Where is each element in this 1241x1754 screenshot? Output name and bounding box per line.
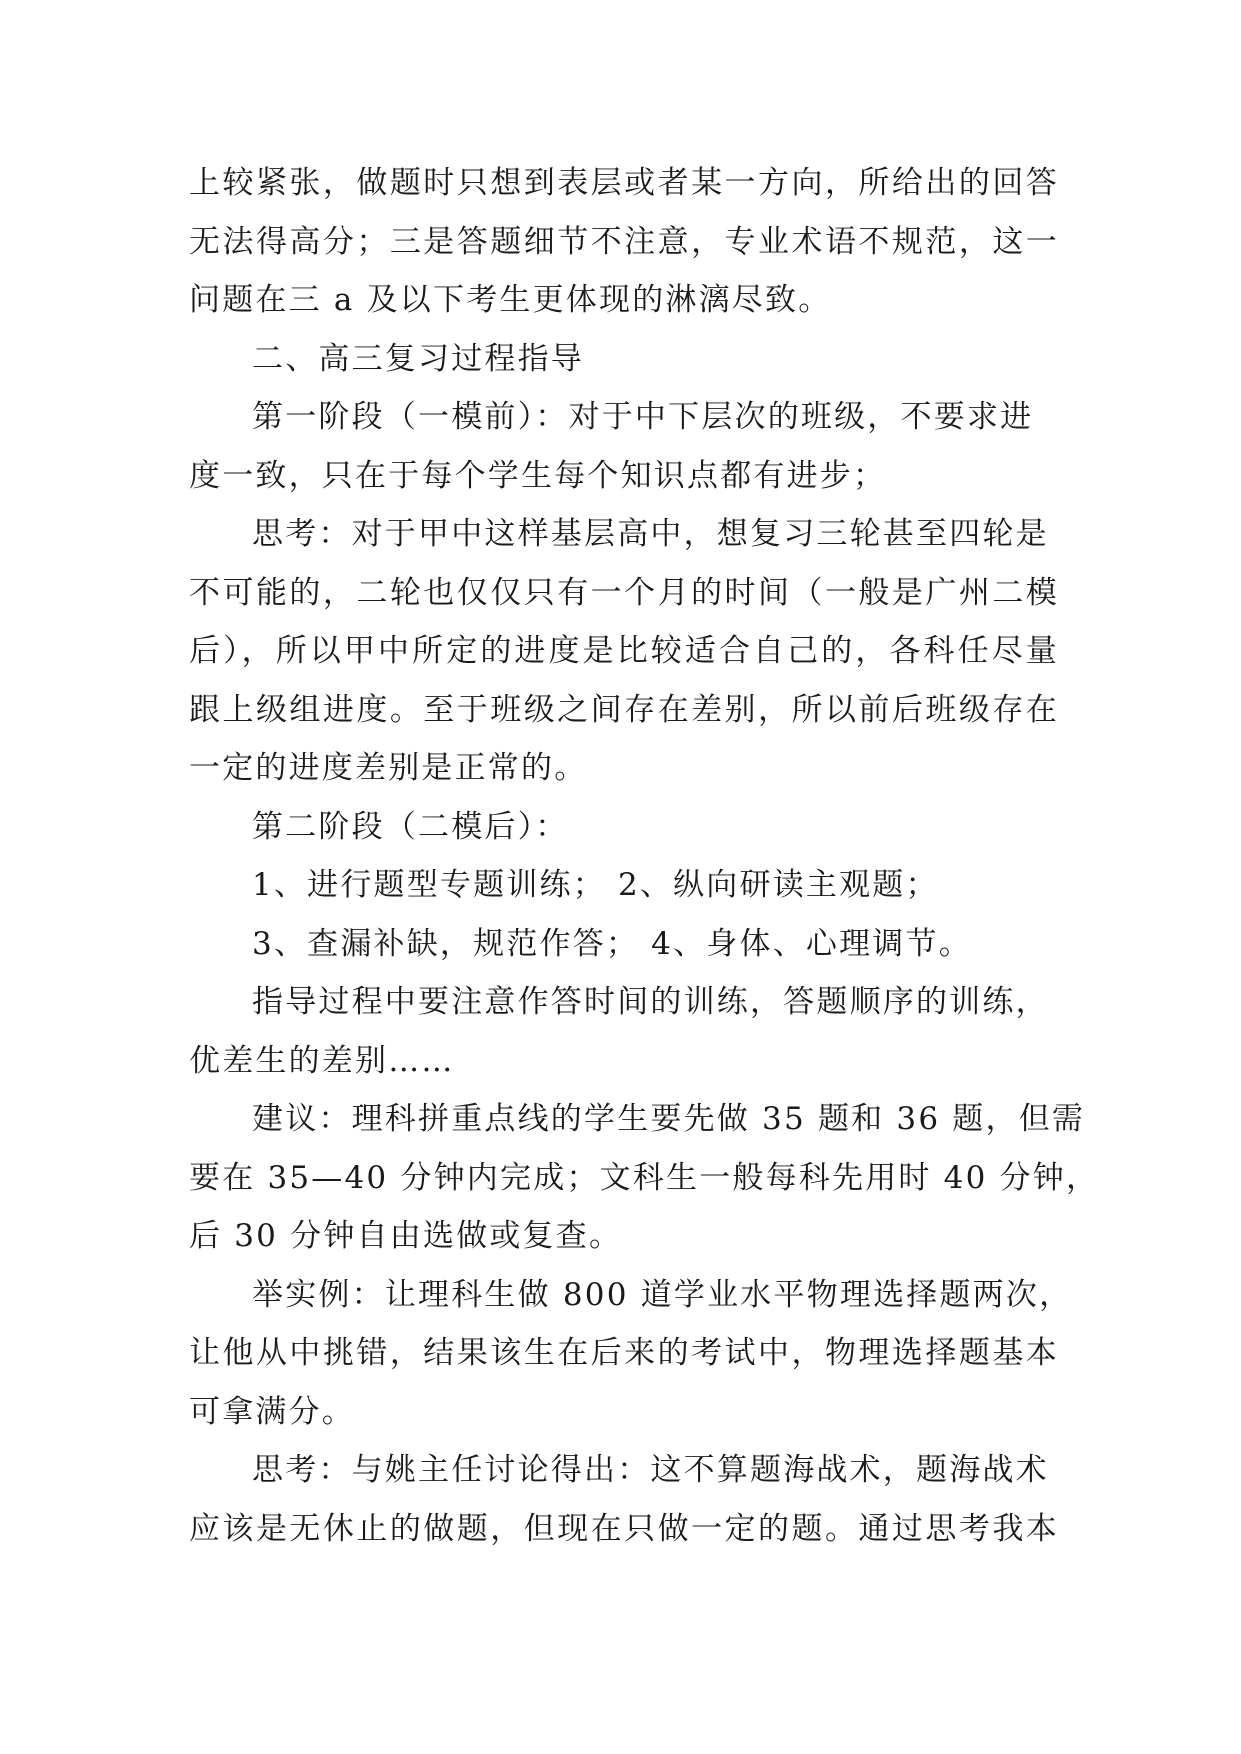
text-line: 无法得高分；三是答题细节不注意，专业术语不规范，这一 [189,223,1059,260]
text-line: 问题在三 a 及以下考生更体现的淋漓尽致。 [189,282,832,318]
text-line: 一定的进度差别是正常的。 [189,750,588,786]
section-heading: 二、高三复习过程指导 [252,340,584,377]
text-line: 第二阶段（二模后）： [252,808,569,845]
text-line: 可拿满分。 [189,1393,355,1430]
text-line: 后 30 分钟自由选做或复查。 [189,1218,623,1254]
text-line: 优差生的差别…… [189,1042,455,1079]
text-line: 度一致，只在于每个学生每个知识点都有进步； [189,457,887,494]
text-line: 第一阶段（一模前）：对于中下层次的班级，不要求进 [252,399,1034,435]
text-line: 跟上级组进度。至于班级之间存在差别，所以前后班级存在 [189,691,1059,728]
text-line: 让他从中挑错，结果该生在后来的考试中，物理选择题基本 [189,1335,1059,1371]
text-line: 3、查漏补缺，规范作答； 4、身体、心理调节。 [252,925,972,962]
text-line: 指导过程中要注意作答时间的训练，答题顺序的训练， [252,984,1049,1020]
text-line: 思考：与姚主任讨论得出：这不算题海战术，题海战术 [252,1452,1049,1488]
document-body [189,154,1100,1558]
text-line: 不可能的，二轮也仅仅只有一个月的时间（一般是广州二模 [189,574,1059,611]
text-line: 后），所以甲中所定的进度是比较适合自己的，各科任尽量 [189,633,1059,669]
text-line: 应该是无休止的做题，但现在只做一定的题。通过思考我本 [189,1510,1059,1547]
text-line: 要在 35—40 分钟内完成；文科生一般每科先用时 40 分钟， [189,1159,1100,1196]
text-line: 上较紧张，做题时只想到表层或者某一方向，所给出的回答 [189,165,1059,201]
text-line: 举实例：让理科生做 800 道学业水平物理选择题两次， [252,1276,1073,1313]
text-line: 1、进行题型专题训练； 2、纵向研读主观题； [252,867,939,903]
text-line: 思考：对于甲中这样基层高中，想复习三轮甚至四轮是 [252,516,1049,552]
text-line: 建议：理科拼重点线的学生要先做 35 题和 36 题，但需 [252,1101,1086,1137]
